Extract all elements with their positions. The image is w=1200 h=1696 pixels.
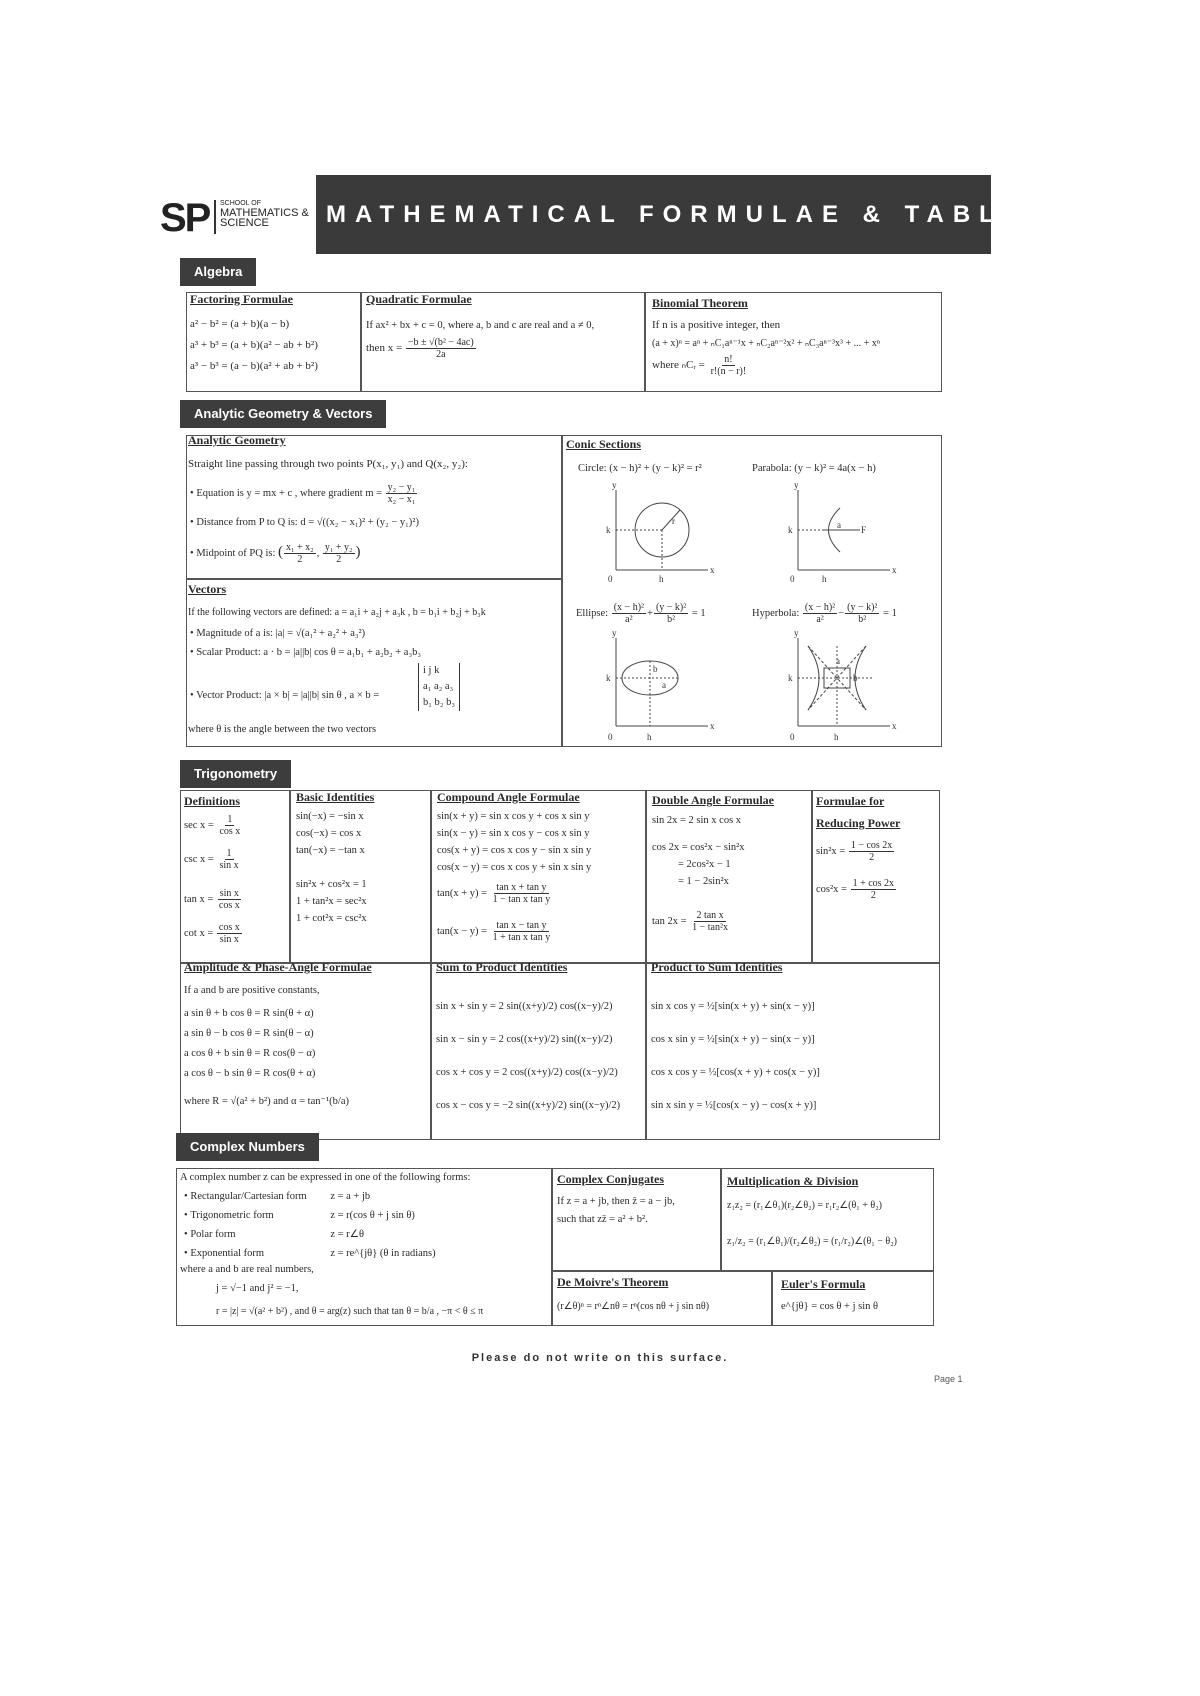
page-number: Page 1 [934,1374,963,1384]
conic-sections-title: Conic Sections [566,437,641,451]
definition-lhs: cot x = [184,927,214,939]
double-angle-title: Double Angle Formulae [652,793,774,807]
formula-line: a³ − b³ = (a − b)(a² + ab + b²) [190,360,318,372]
divider [811,790,813,962]
euler-title: Euler's Formula [781,1277,866,1291]
amplitude-list [184,1004,315,1084]
double-angle-line: = 1 − 2sin²x [678,876,729,887]
product-to-sum-title: Product to Sum Identities [651,960,783,974]
axis-label-h: h [834,732,839,742]
vectors-intro: If the following vectors are defined: a = a₁i + a₂j + a₃k , b = b₁i + b₂j + b₃k [188,607,486,618]
definition-fraction [217,814,242,837]
tan-difference-formula [437,920,553,943]
fraction-denominator: b² [858,614,867,625]
semi-axis-label-a: a [662,680,666,690]
basic-identities-title: Basic Identities [296,790,375,804]
fraction-denominator: 2 [870,890,876,901]
axis-label-origin: 0 [608,732,613,742]
vector-product [190,688,379,703]
formula-fraction [849,840,894,863]
bullet: • [190,547,197,559]
sum-to-product-line: sin x + sin y = 2 sin((x+y)/2) cos((x−y)/2) [436,1001,613,1012]
focus-label: F [861,525,867,535]
formula-lhs: tan(x − y) = [437,925,488,937]
complex-form-name: Exponential form [190,1248,265,1259]
axis-label-y: y [794,628,799,638]
midpoint-x [284,542,316,565]
section-label-geometry: Analytic Geometry & Vectors [180,400,386,428]
fraction-numerator: 1 [226,848,232,859]
complex-where-3: r = |z| = √(a² + b²) , and θ = arg(z) such that tan θ = b/a , −π < θ ≤ π [216,1306,484,1317]
ellipse-term-y [654,602,688,625]
binomial-coefficient [652,354,749,377]
binomial-line: If n is a positive integer, then [652,319,781,331]
radius-label: r [672,516,675,526]
multiplication-division-title: Multiplication & Division [727,1174,859,1188]
euler-line: e^{jθ} = cos θ + j sin θ [781,1301,879,1312]
axis-label-origin: 0 [790,732,795,742]
title-banner [316,175,1053,254]
divider [720,1168,722,1271]
fraction-denominator: a² [816,614,824,625]
definition-lhs: tan x = [184,893,214,905]
complex-form-expr: z = r∠θ [330,1229,365,1240]
fraction-denominator: 1 − tan x tan y [492,894,551,905]
bullet: • [184,1191,191,1202]
compound-line: sin(x + y) = sin x cos y + cos x sin y [437,811,590,822]
conjugates-line-2: such that zz̄ = a² + b². [557,1214,648,1225]
conjugates-line-1: If z = a + jb, then z̄ = a − jb, [557,1196,675,1207]
axis-label-x: x [892,721,897,731]
ellipse-term-x [612,602,646,625]
double-angle-line: = 2cos²x − 1 [678,859,731,870]
definition-cot [184,922,243,945]
matrix-row: b₁ b₂ b₃ [423,697,455,708]
divider [644,292,646,392]
multiplication-line: z₁z₂ = (r₁∠θ₁)(r₂∠θ₂) = r₁r₂∠(θ₁ + θ₂) [727,1200,883,1211]
axis-label-h: h [822,574,827,584]
axis-label-x: x [710,565,715,575]
divider [430,790,432,1140]
sin-squared-formula [816,840,895,863]
definition-fraction [217,922,242,945]
divider [186,578,562,580]
fraction-numerator: (y − k)² [847,602,878,613]
identity-line: cos(−x) = cos x [296,828,362,839]
divider [771,1270,773,1326]
axis-label-origin: 0 [790,574,795,584]
fraction-numerator: y₂ − y₁ [387,482,416,493]
axis-label-k: k [606,525,611,535]
page-title: MATHEMATICAL FORMULAE & TABLES [326,200,1053,228]
quadratic-then: then x = [366,342,403,355]
identity-line: tan(−x) = −tan x [296,845,365,856]
complex-forms-list [184,1187,436,1263]
fraction-denominator: sin x [219,860,239,871]
amplitude-line: a sin θ − b cos θ = R sin(θ − α) [184,1028,314,1039]
hyperbola-equation: Hyperbola: $\frac{\text{(x − h)²}}{\text{a²}}$ − $\frac{\text{(y − k)²}}{\text{b²}}$ = 1 [752,602,897,625]
bullet: • [190,517,197,528]
section-label-algebra: Algebra [180,258,256,286]
definition-csc [184,848,242,871]
ellipse-rhs: = 1 [691,607,706,619]
formula-line: a³ + b³ = (a + b)(a² − ab + b²) [190,339,318,351]
distance-text: Distance from P to Q is: d = √((x₂ − x₁)² + (y₂ − y₁)²) [196,517,419,528]
binomial-where: where ₙCᵣ = [652,359,705,372]
fraction-numerator: x₁ + x₂ [286,542,314,553]
complex-intro: A complex number z can be expressed in one of the following forms: [180,1172,471,1183]
complex-where-1: where a and b are real numbers, [180,1264,314,1275]
parabola-equation: Parabola: (y − k)² = 4a(x − h) [752,463,876,474]
fraction-numerator: sin x [219,888,239,899]
product-to-sum-line: cos x cos y = ½[cos(x + y) + cos(x − y)] [651,1067,820,1078]
fraction-denominator: cos x [219,826,241,837]
fraction-denominator: 1 + tan x tan y [492,932,551,943]
bullet: • [190,487,197,499]
fraction-numerator: y₁ + y₂ [324,542,353,553]
formula-fraction [491,882,553,905]
definition-fraction [217,848,240,871]
amplitude-line: a sin θ + b cos θ = R sin(θ + α) [184,1008,314,1019]
axis-label-y: y [794,480,799,490]
fraction-denominator: x₂ − x₁ [387,494,416,505]
divider [645,790,647,1140]
section-label-trigonometry: Trigonometry [180,760,291,788]
reducing-power-title-2: Reducing Power [816,816,901,830]
axis-label-y: y [612,628,617,638]
axis-label-k: k [788,525,793,535]
fraction-denominator: sin x [219,934,239,945]
identity-line: 1 + tan²x = sec²x [296,896,367,907]
line-midpoint: • Midpoint of PQ is: ( $\frac{\text{x₁ + x₂}}{2}$ , $\frac{\text{y₁ + y₂}}{2}$ ) [190,542,361,565]
fraction-denominator: 2 [336,554,342,565]
section-label-complex: Complex Numbers [176,1133,319,1161]
binomial-fraction [709,354,749,377]
logo-sp: SP [160,196,210,240]
gradient-fraction [386,482,418,505]
divider [551,1270,934,1272]
binomial-title: Binomial Theorem [652,296,748,310]
bullet: • [190,628,197,639]
definition-lhs: sec x = [184,819,214,831]
formula-line: a² − b² = (a + b)(a − b) [190,318,290,330]
fraction-numerator: −b ± √(b² − 4ac) [407,337,474,348]
spacer [296,859,367,876]
fraction-numerator: 2 tan x [696,910,724,921]
axis-label-h: h [659,574,664,584]
product-to-sum-line: sin x sin y = ½[cos(x − y) − cos(x + y)] [651,1100,817,1111]
bullet: • [190,647,197,658]
divider [289,790,291,962]
hyperbola-term-x [803,602,837,625]
semi-axis-label-b: b [853,673,858,683]
complex-form-item [184,1225,436,1244]
complex-form-item [184,1244,436,1263]
hyperbola-label: Hyperbola: [752,607,800,619]
tan-double-formula [652,910,731,933]
fraction-numerator: n! [724,354,733,365]
midpoint-text: Midpoint of PQ is: [196,547,276,559]
divider [551,1168,553,1326]
fraction-numerator: 1 − cos 2x [850,840,893,851]
division-line: z₁/z₂ = (r₁∠θ₁)/(r₂∠θ₂) = (r₁/r₂)∠(θ₁ − θ₂) [727,1236,898,1247]
amplitude-intro: If a and b are positive constants, [184,985,320,996]
circle-diagram [616,490,708,570]
semi-axis-label-b: b [653,664,658,674]
fraction-denominator: cos x [218,900,240,911]
matrix-row: i j k [423,665,440,676]
analytic-geometry-title: Analytic Geometry [188,433,286,447]
vector-product-text: Vector Product: |a × b| = |a||b| sin θ , a × b = [196,690,380,701]
fraction-numerator: (y − k)² [655,602,687,613]
divider [360,292,362,392]
identity-line: sin(−x) = −sin x [296,811,364,822]
semi-axis-label-a: a [836,656,840,666]
vectors-where: where θ is the angle between the two vectors [188,724,377,735]
fraction-denominator: b² [667,614,676,625]
definition-fraction [217,888,242,911]
complex-conjugates-title: Complex Conjugates [557,1172,664,1186]
bullet: • [184,1248,191,1259]
compound-line: sin(x − y) = sin x cos y − cos x sin y [437,828,590,839]
equation-text: Equation is y = mx + c , where gradient m = [196,487,383,499]
bullet: • [190,690,197,701]
formula-fraction [690,910,730,933]
hyperbola-diagram [798,638,890,726]
fraction-numerator: cos x [218,922,240,933]
hyperbola-rhs: = 1 [883,607,897,619]
fraction-denominator: 2 [297,554,303,565]
vector-magnitude [190,626,365,641]
logo-school-line2: MATHEMATICS & [220,207,309,219]
logo-school-text [220,200,309,228]
axis-label-k: k [788,673,793,683]
sum-to-product-line: cos x − cos y = −2 sin((x+y)/2) sin((x−y)/2) [436,1100,621,1111]
magnitude-text: Magnitude of a is: |a| = √(a₁² + a₂² + a₃²) [196,628,366,639]
bullet: • [184,1210,191,1221]
fraction-numerator: tan x + tan y [496,882,547,893]
line-equation [190,482,418,505]
vector-matrix [418,663,460,711]
axis-label-y: y [612,480,617,490]
amplitude-where: where R = √(a² + b²) and α = tan⁻¹(b/a) [184,1096,350,1107]
midpoint-y [323,542,355,565]
compound-line: cos(x + y) = cos x cos y − sin x sin y [437,845,592,856]
de-moivre-line: (r∠θ)ⁿ = rⁿ∠nθ = rⁿ(cos nθ + j sin nθ) [557,1301,710,1312]
identity-line: sin²x + cos²x = 1 [296,879,367,890]
reducing-power-title-1: Formulae for [816,794,885,808]
matrix-row: a₁ a₂ a₃ [423,681,454,692]
formula-lhs: tan(x + y) = [437,887,488,899]
double-angle-line: cos 2x = cos²x − sin²x [652,842,745,853]
axis-label-origin: 0 [608,574,613,584]
hyperbola-term-y [845,602,879,625]
logo-school-line3: SCIENCE [220,217,269,229]
line-intro: Straight line passing through two points P(x₁, y₁) and Q(x₂, y₂): [188,458,468,470]
double-angle-list [652,812,745,890]
vector-scalar [190,645,421,660]
parabola-diagram [798,490,890,570]
sum-to-product-line: cos x + cos y = 2 cos((x+y)/2) cos((x−y)/2) [436,1067,618,1078]
radius-line [662,510,680,530]
quadratic-title: Quadratic Formulae [366,292,472,306]
footer-note: Please do not write on this surface. [471,1352,729,1364]
fraction-numerator: tan x − tan y [496,920,547,931]
sum-to-product-list [436,990,620,1122]
quadratic-formula [366,337,477,360]
fraction-denominator: 2a [436,349,446,360]
de-moivre-title: De Moivre's Theorem [557,1275,669,1289]
quadratic-fraction [406,337,476,360]
fraction-denominator: a² [625,614,633,625]
product-to-sum-list [651,990,820,1122]
fraction-numerator: 1 [227,814,233,825]
cos-squared-formula [816,878,897,901]
product-to-sum-line: cos x sin y = ½[sin(x + y) − sin(x − y)] [651,1034,815,1045]
tan-sum-formula [437,882,553,905]
compound-angle-title: Compound Angle Formulae [437,790,580,804]
factoring-list [190,314,318,377]
vectors-title: Vectors [188,582,227,596]
compound-list [437,808,591,876]
bullet: • [184,1229,191,1240]
fraction-denominator: r!(n − r)! [710,366,747,377]
sum-to-product-line: sin x − sin y = 2 cos((x+y)/2) sin((x−y)/2) [436,1034,613,1045]
axis-label-h: h [647,732,652,742]
axis-label-x: x [710,721,715,731]
definition-lhs: csc x = [184,853,214,865]
fraction-denominator: 2 [869,852,875,863]
formula-fraction [491,920,553,943]
formula-lhs: cos²x = [816,883,847,895]
ellipse-label: Ellipse: [576,607,609,619]
factoring-title: Factoring Formulae [190,292,293,306]
axis-label-x: x [892,565,897,575]
identity-line: 1 + cot²x = csc²x [296,913,367,924]
complex-form-name: Polar form [190,1229,236,1240]
complex-where-2: j = √−1 and j² = −1, [216,1283,299,1294]
complex-form-item [184,1187,436,1206]
line-distance [190,515,419,530]
sum-to-product-title: Sum to Product Identities [436,960,568,974]
ellipse-equation: Ellipse: $\frac{\text{(x − h)²}}{\text{a²}}$ + $\frac{\text{(y − k)²}}{\text{b²}}$ = 1 [576,602,706,625]
logo-divider [214,200,216,234]
definitions-title: Definitions [184,794,241,808]
circle-equation: Circle: (x − h)² + (y − k)² = r² [578,463,702,474]
definition-sec [184,814,243,837]
definition-tan [184,888,243,911]
complex-form-expr: z = r(cos θ + j sin θ) [330,1210,415,1221]
amplitude-line: a cos θ + b sin θ = R cos(θ − α) [184,1048,316,1059]
fraction-numerator: 1 + cos 2x [852,878,895,889]
scalar-text: Scalar Product: a · b = |a||b| cos θ = a₁b₁ + a₂b₂ + a₃b₃ [196,647,422,658]
logo-school-line1: SCHOOL OF [220,200,261,207]
complex-form-name: Rectangular/Cartesian form [190,1191,307,1202]
formula-lhs: tan 2x = [652,915,687,927]
quadratic-line: If ax² + bx + c = 0, where a, b and c are real and a ≠ 0, [366,320,595,331]
compound-line: cos(x − y) = cos x cos y + sin x sin y [437,862,592,873]
product-to-sum-line: sin x cos y = ½[sin(x + y) + sin(x − y)] [651,1001,815,1012]
fraction-numerator: (x − h)² [613,602,645,613]
complex-form-item [184,1206,436,1225]
fraction-denominator: 1 − tan²x [692,922,728,933]
complex-form-expr: z = a + jb [330,1191,371,1202]
fraction-numerator: (x − h)² [804,602,836,613]
complex-form-expr: z = re^{jθ} (θ in radians) [330,1248,436,1259]
complex-form-name: Trigonometric form [190,1210,274,1221]
formula-fraction [851,878,896,901]
basic-identities-list [296,808,367,927]
focal-label-a: a [837,520,841,530]
binomial-expansion: (a + x)ⁿ = aⁿ + ₙC₁aⁿ⁻¹x + ₙC₂aⁿ⁻²x² + ₙC₃aⁿ⁻³x³ + ... + xⁿ [652,338,880,349]
axis-label-k: k [606,673,611,683]
double-angle-line: sin 2x = 2 sin x cos x [652,815,742,826]
formula-lhs: sin²x = [816,845,846,857]
amplitude-line: a cos θ − b sin θ = R cos(θ + α) [184,1068,316,1079]
spacer [652,829,745,839]
amplitude-title: Amplitude & Phase-Angle Formulae [184,960,372,974]
